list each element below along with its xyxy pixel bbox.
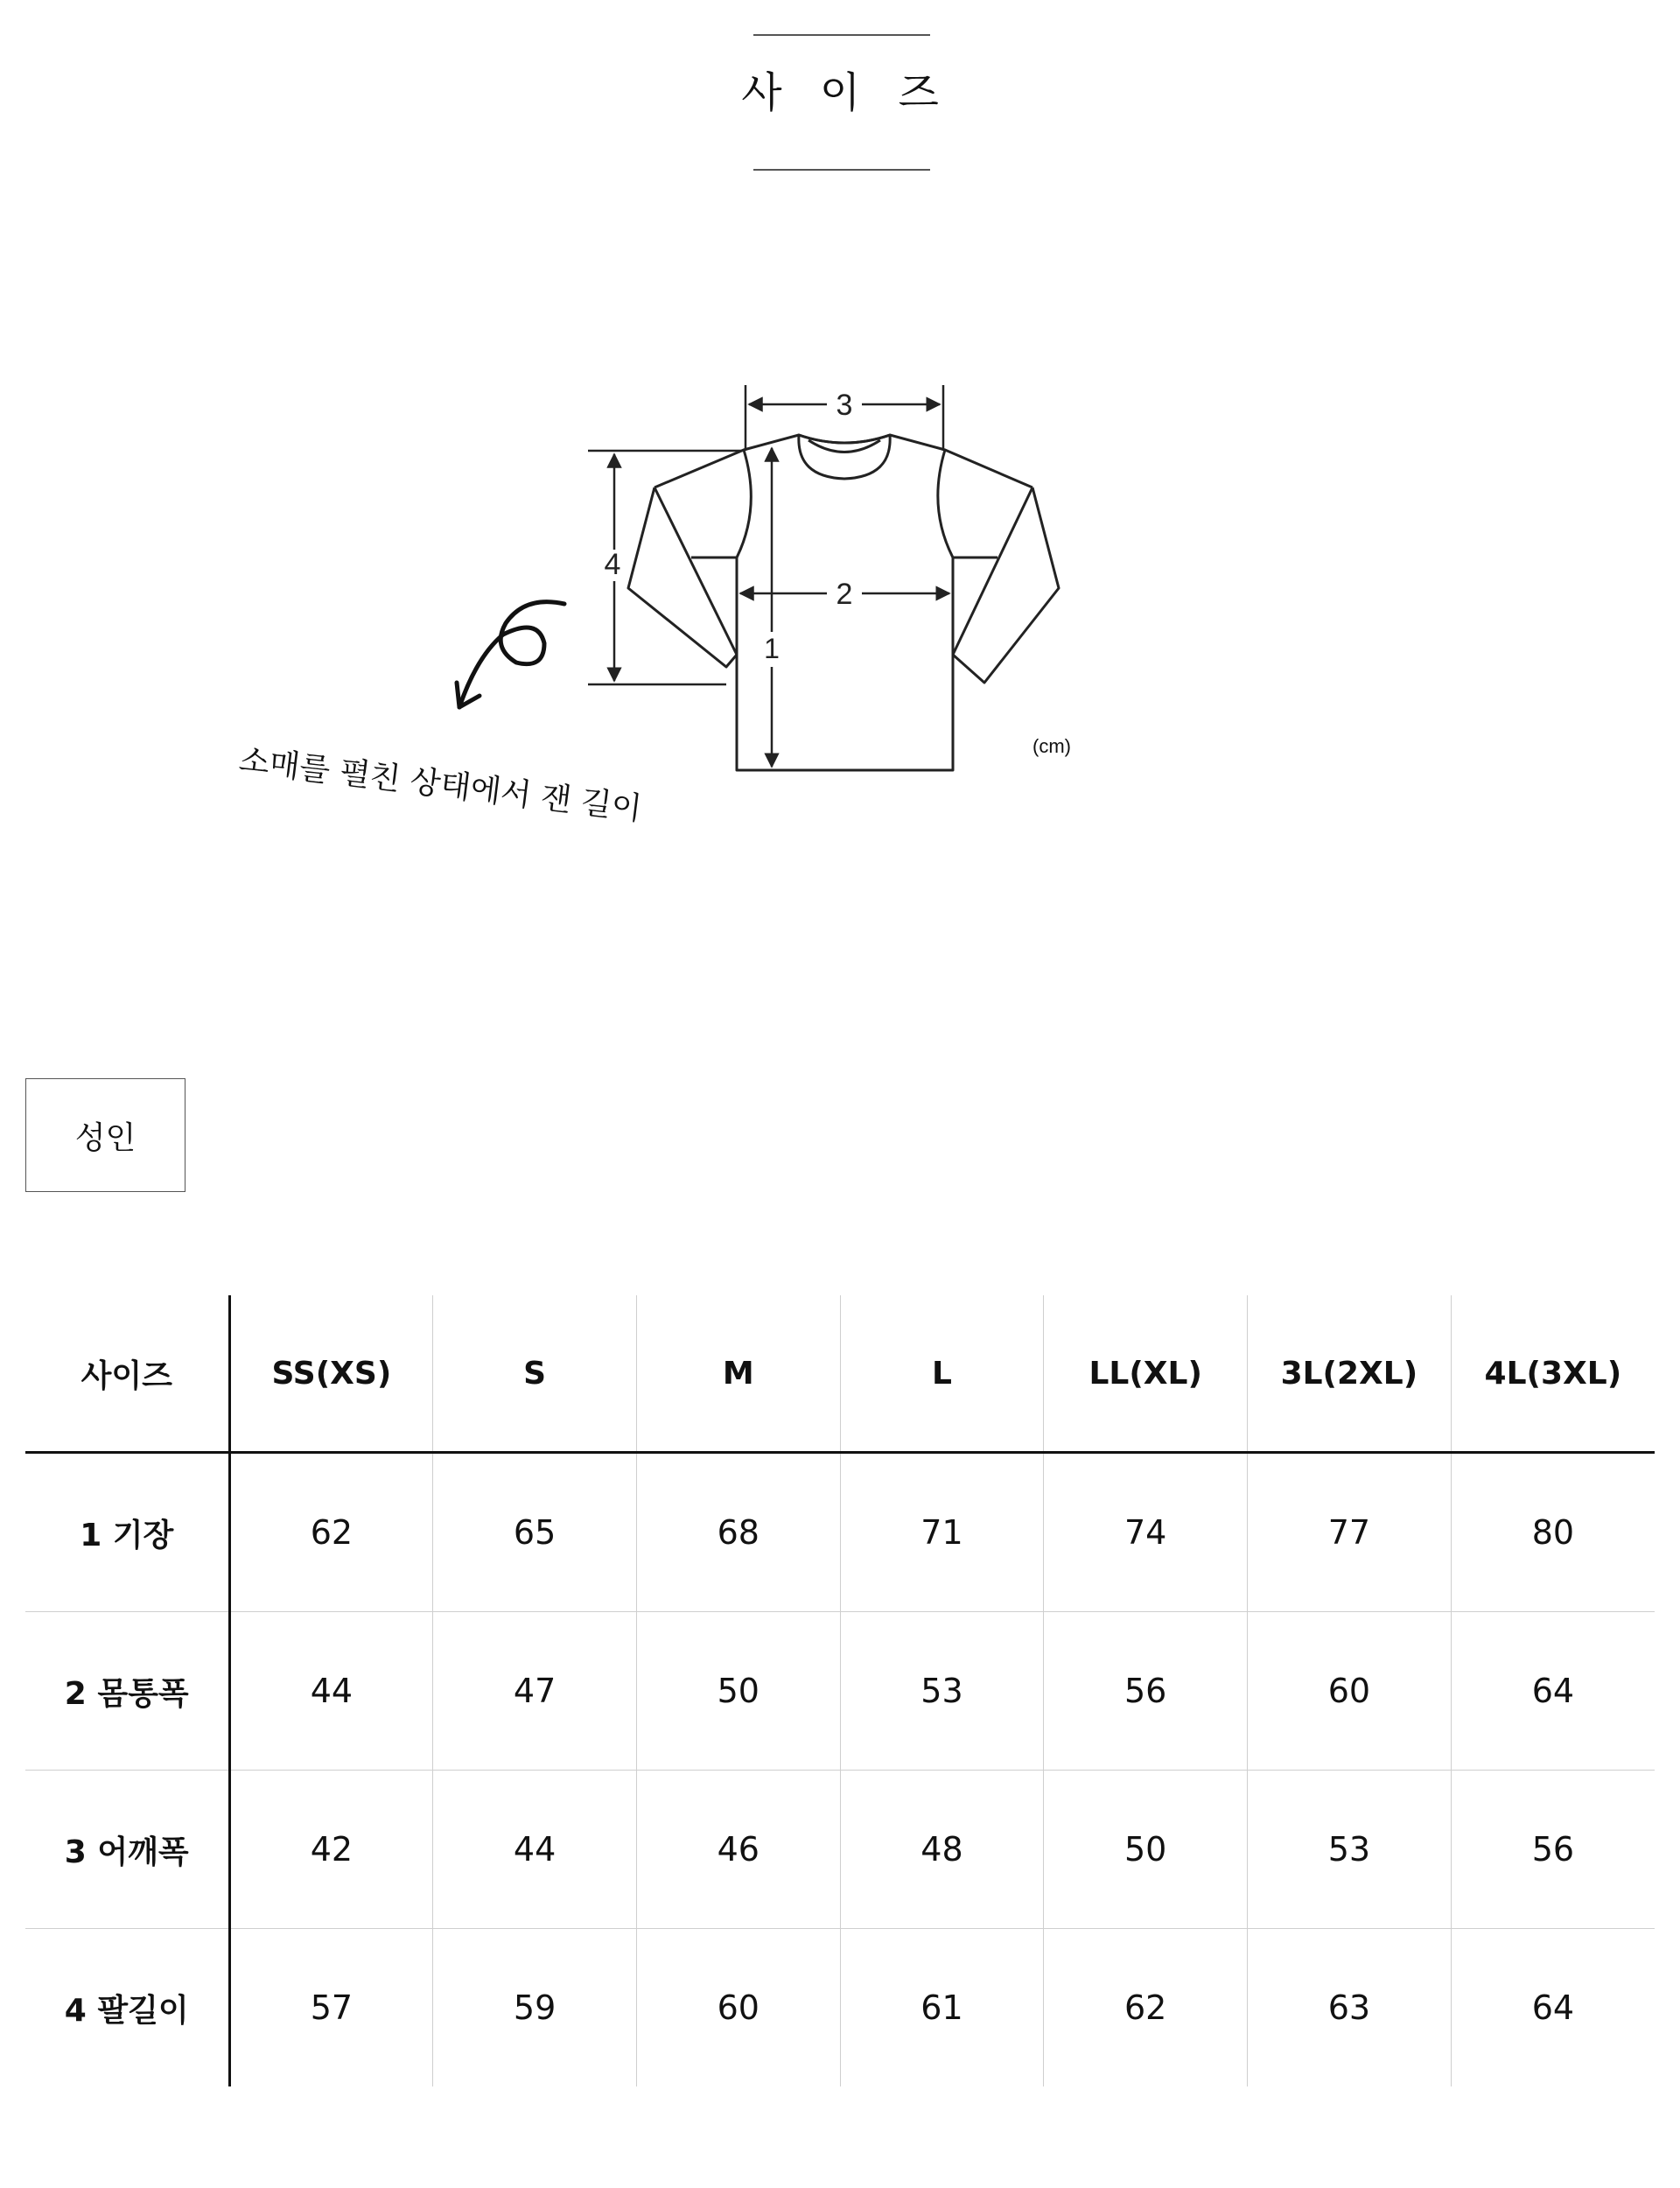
table-cell: 74 <box>1044 1453 1248 1612</box>
table-cell: 64 <box>1451 1612 1655 1771</box>
table-cell: 71 <box>840 1453 1044 1612</box>
tab-adult[interactable]: 성인 <box>25 1078 186 1192</box>
table-cell: 80 <box>1451 1453 1655 1612</box>
measurement-diagram <box>0 0 1680 875</box>
column-header: 4L(3XL) <box>1451 1295 1655 1453</box>
table-cell: 63 <box>1248 1929 1452 2087</box>
table-cell: 44 <box>229 1612 433 1771</box>
shirt-diagram-svg <box>0 0 1680 875</box>
measure-4-label: 4 <box>604 548 621 581</box>
table-cell: 77 <box>1248 1453 1452 1612</box>
size-table <box>25 1295 1655 2086</box>
table-cell: 64 <box>1451 1929 1655 2087</box>
column-header: LL(XL) <box>1044 1295 1248 1453</box>
table-cell: 65 <box>433 1453 637 1612</box>
table-row <box>25 1771 1655 1929</box>
table-header-row <box>25 1295 1655 1453</box>
table-cell: 47 <box>433 1612 637 1771</box>
table-row <box>25 1612 1655 1771</box>
table-cell: 50 <box>1044 1771 1248 1929</box>
table-cell: 48 <box>840 1771 1044 1929</box>
table-cell: 59 <box>433 1929 637 2087</box>
table-cell: 62 <box>1044 1929 1248 2087</box>
table-cell: 56 <box>1044 1612 1248 1771</box>
column-header: L <box>840 1295 1044 1453</box>
table-cell: 56 <box>1451 1771 1655 1929</box>
row-header: 4 팔길이 <box>25 1929 229 2087</box>
row-header: 2 몸통폭 <box>25 1612 229 1771</box>
table-corner-header: 사이즈 <box>25 1295 229 1453</box>
unit-label: (cm) <box>1032 735 1071 757</box>
measure-3-label: 3 <box>836 389 853 422</box>
table-cell: 46 <box>636 1771 840 1929</box>
hand-drawn-arrow-icon <box>457 602 564 707</box>
row-header: 1 기장 <box>25 1453 229 1612</box>
table-cell: 44 <box>433 1771 637 1929</box>
row-header: 3 어깨폭 <box>25 1771 229 1929</box>
diagram-note: 소매를 펼친 상태에서 잰 길이 <box>236 742 644 828</box>
column-header: 3L(2XL) <box>1248 1295 1452 1453</box>
table-cell: 60 <box>636 1929 840 2087</box>
table-row <box>25 1453 1655 1612</box>
table-cell: 57 <box>229 1929 433 2087</box>
table-cell: 62 <box>229 1453 433 1612</box>
measure-2-label: 2 <box>836 578 853 611</box>
table-cell: 50 <box>636 1612 840 1771</box>
table-cell: 68 <box>636 1453 840 1612</box>
table-row <box>25 1929 1655 2087</box>
table-cell: 61 <box>840 1929 1044 2087</box>
column-header: SS(XS) <box>229 1295 433 1453</box>
table-cell: 53 <box>840 1612 1044 1771</box>
measure-1-label: 1 <box>764 633 780 664</box>
column-header: S <box>433 1295 637 1453</box>
table-cell: 53 <box>1248 1771 1452 1929</box>
table-cell: 42 <box>229 1771 433 1929</box>
page-title: 사 이 즈 <box>741 68 951 117</box>
column-header: M <box>636 1295 840 1453</box>
table-cell: 60 <box>1248 1612 1452 1771</box>
